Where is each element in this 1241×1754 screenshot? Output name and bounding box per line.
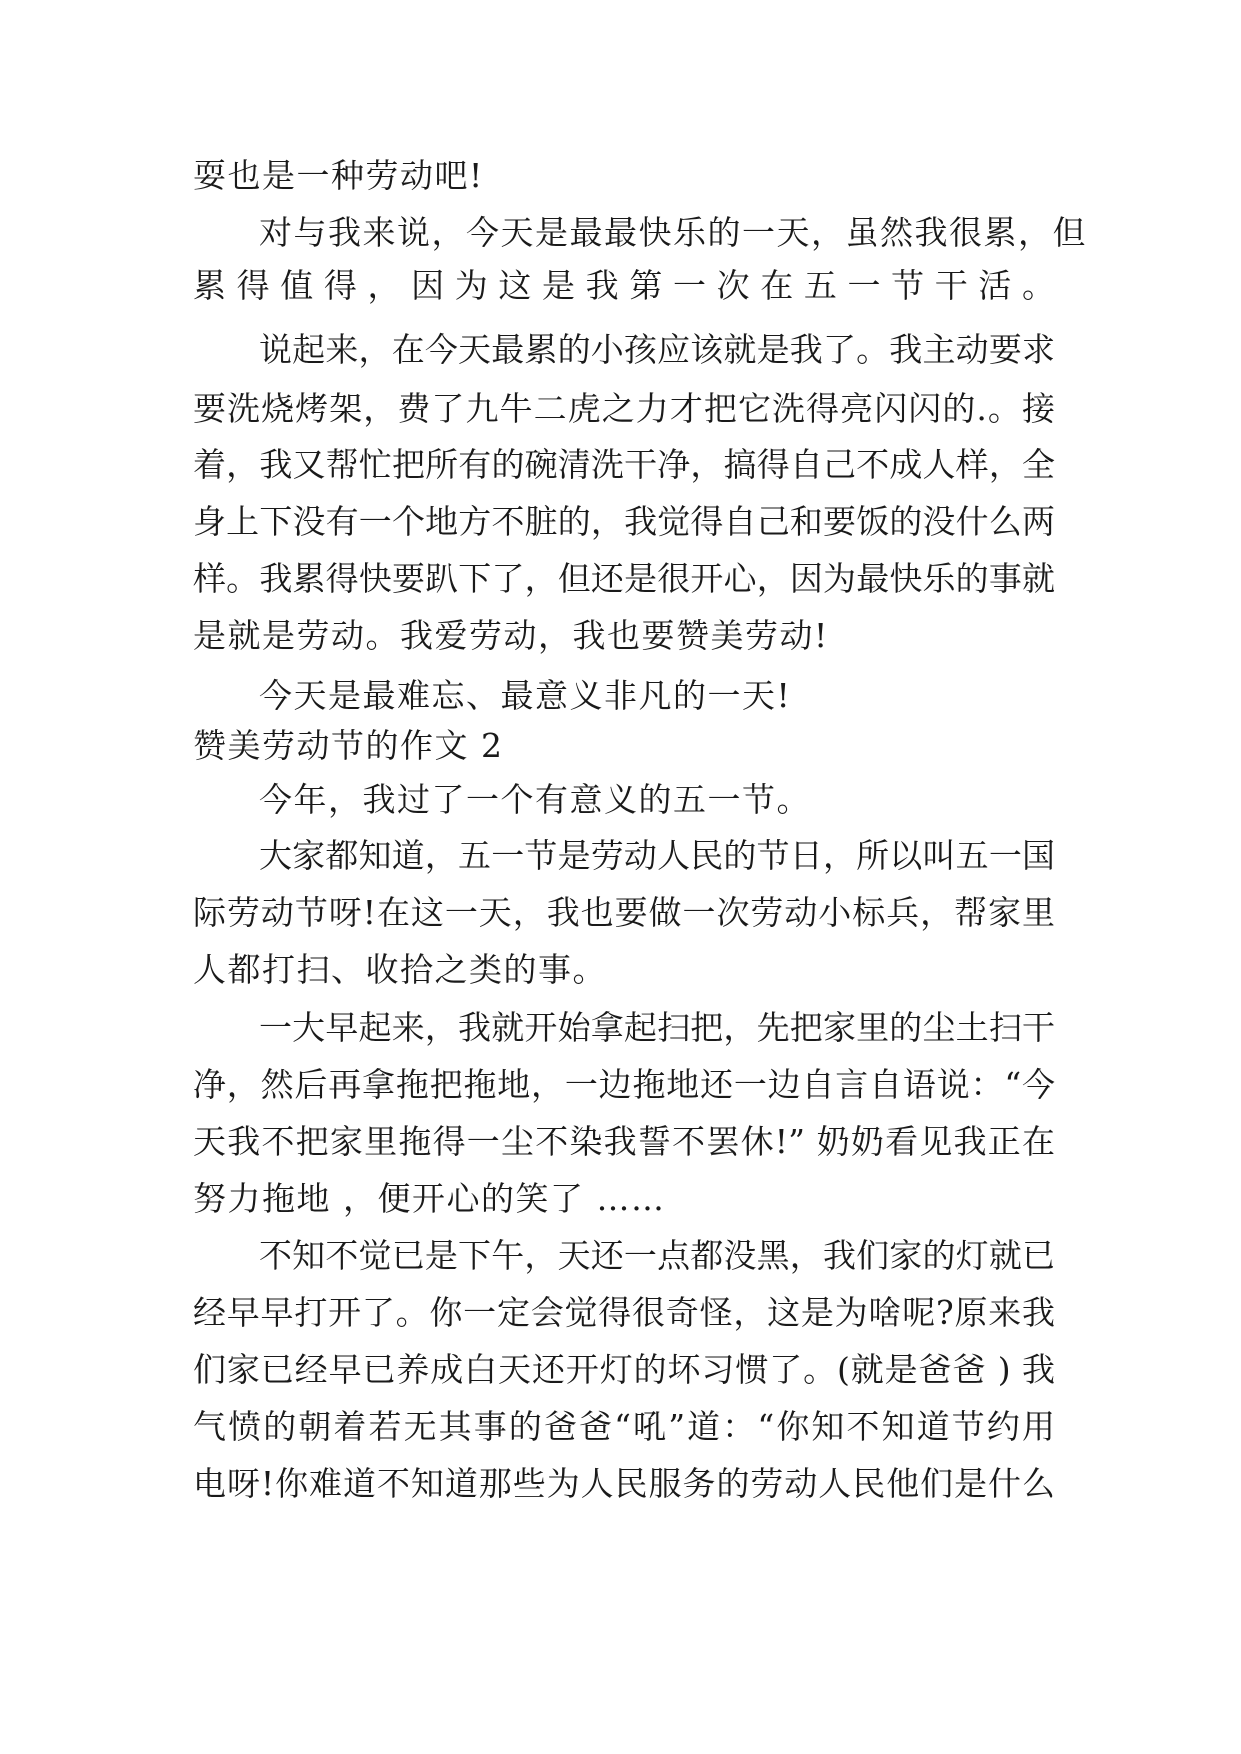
text-line: 一大早起来，我就开始拿起扫把，先把家里的尘土扫干 [259,1008,1055,1047]
text-line: 样。我累得快要趴下了，但还是很开心，因为最快乐的事就 [193,559,1055,598]
text-line: 今年，我过了一个有意义的五一节。 [259,780,811,819]
text-line: 努力拖地 ，便开心的笑了 …… [193,1179,666,1218]
text-line: 要洗烧烤架，费了九牛二虎之力才把它洗得亮闪闪的.。接 [193,389,1055,428]
text-line: 大家都知道，五一节是劳动人民的节日，所以叫五一国 [259,836,1055,875]
text-line: 不知不觉已是下午，天还一点都没黑，我们家的灯就已 [259,1236,1055,1275]
text-line: 耍也是一种劳动吧! [193,156,484,195]
text-line: 气愤的朝着若无其事的爸爸“吼”道：“你知不知道节约用 [193,1407,1055,1446]
text-line: 电呀!你难道不知道那些为人民服务的劳动人民他们是什么 [193,1464,1055,1503]
section-title: 赞美劳动节的作文 2 [193,726,504,765]
text-line: 着，我又帮忙把所有的碗清洗干净，搞得自己不成人样，全 [193,445,1055,484]
text-line: 天我不把家里拖得一尘不染我誓不罢休!” 奶奶看见我正在 [193,1122,1055,1161]
text-line: 人都打扫、收拾之类的事。 [193,950,607,989]
text-line: 身上下没有一个地方不脏的，我觉得自己和要饭的没什么两 [193,502,1055,541]
text-line: 今天是最难忘、最意义非凡的一天! [259,676,792,715]
text-line: 们家已经早已养成白天还开灯的坏习惯了。(就是爸爸 ) 我 [193,1350,1055,1389]
text-line: 说起来，在今天最累的小孩应该就是我了。我主动要求 [259,330,1055,369]
text-line: 对与我来说，今天是最最快乐的一天，虽然我很累，但 [259,213,1087,252]
text-line: 经早早打开了。你一定会觉得很奇怪，这是为啥呢?原来我 [193,1293,1055,1332]
text-line: 累得值得，因为这是我第一次在五一节干活。 [193,266,1055,305]
text-line: 净，然后再拿拖把拖地，一边拖地还一边自言自语说：“今 [193,1065,1055,1104]
text-line: 际劳动节呀!在这一天，我也要做一次劳动小标兵，帮家里 [193,893,1055,932]
text-line: 是就是劳动。我爱劳动，我也要赞美劳动! [193,616,829,655]
